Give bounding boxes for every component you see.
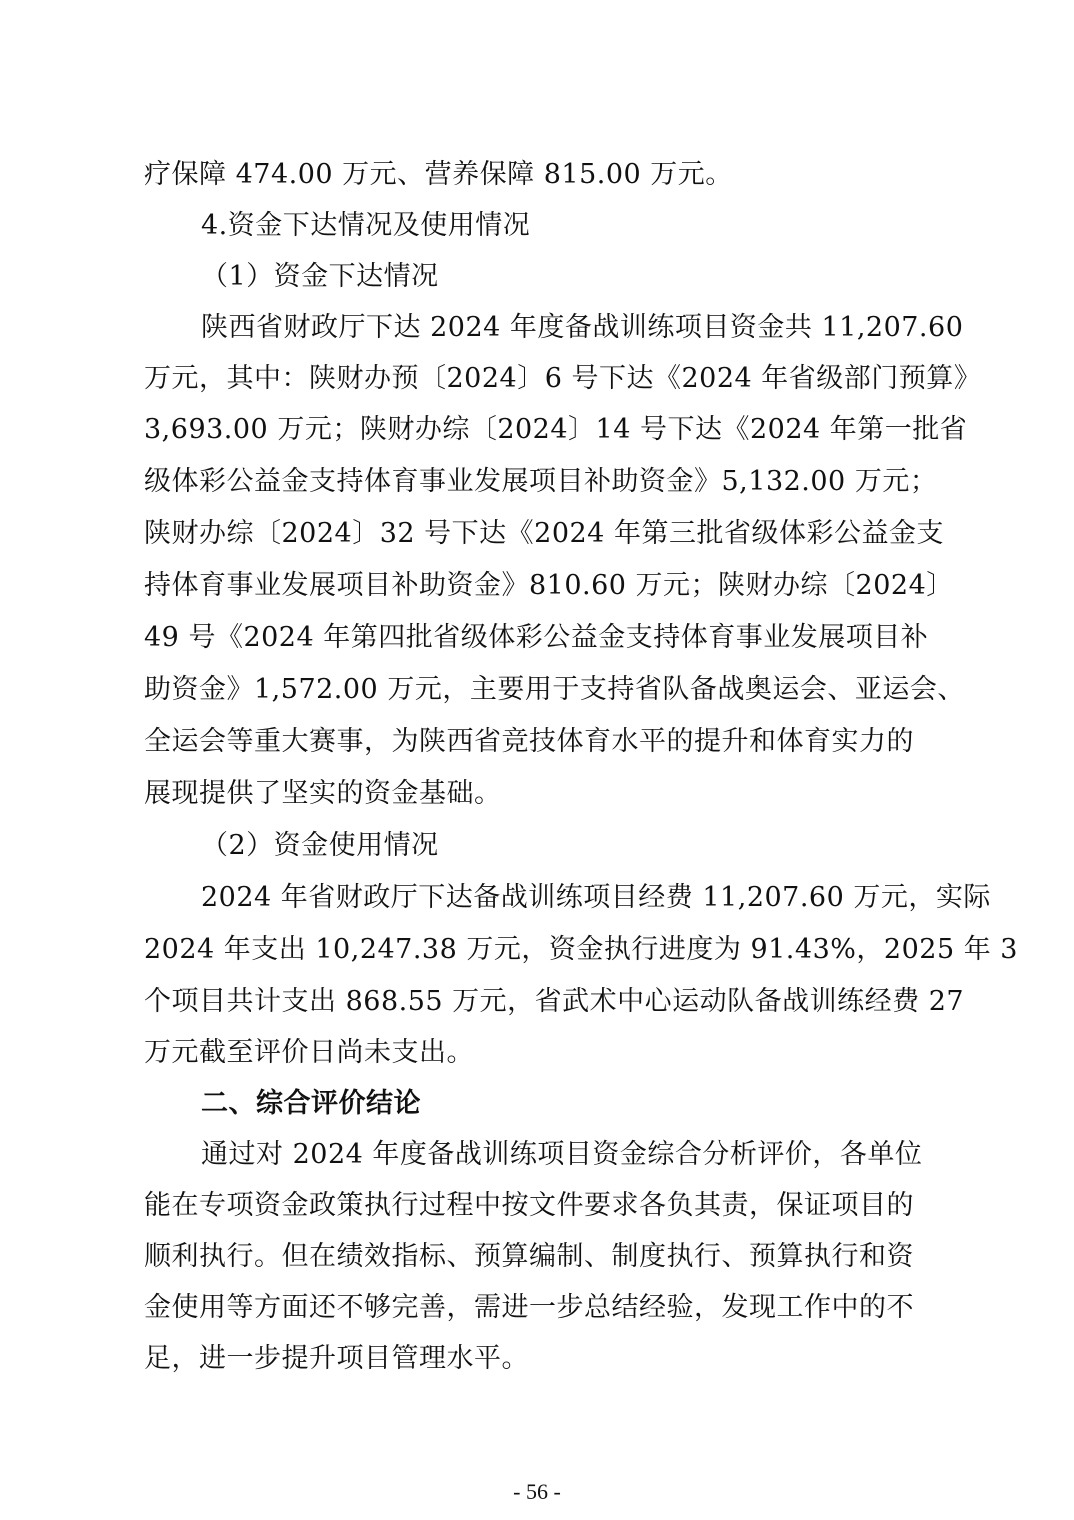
paragraph-line: 持体育事业发展项目补助资金》810.60 万元；陕财办综〔2024〕 bbox=[144, 570, 954, 601]
section-heading-funding: 4.资金下达情况及使用情况 bbox=[201, 210, 531, 241]
paragraph-line: 陕财办综〔2024〕32 号下达《2024 年第三批省级体彩公益金支 bbox=[144, 518, 944, 549]
paragraph-line: 能在专项资金政策执行过程中按文件要求各负其责，保证项目的 bbox=[144, 1190, 914, 1221]
paragraph-line: 顺利执行。但在绩效指标、预算编制、制度执行、预算执行和资 bbox=[144, 1241, 914, 1272]
paragraph-line: 级体彩公益金支持体育事业发展项目补助资金》5,132.00 万元； bbox=[144, 466, 938, 497]
paragraph-line: 万元，其中：陕财办预〔2024〕6 号下达《2024 年省级部门预算》 bbox=[144, 363, 982, 394]
subsection-heading-allocation: （1）资金下达情况 bbox=[201, 261, 439, 292]
paragraph-line: 万元截至评价日尚未支出。 bbox=[144, 1037, 474, 1068]
paragraph-line: 通过对 2024 年度备战训练项目资金综合分析评价，各单位 bbox=[201, 1139, 923, 1170]
paragraph-line: 展现提供了坚实的资金基础。 bbox=[144, 778, 502, 809]
paragraph-line: 助资金》1,572.00 万元，主要用于支持省队备战奥运会、亚运会、 bbox=[144, 674, 965, 705]
paragraph-line: 足，进一步提升项目管理水平。 bbox=[144, 1343, 529, 1374]
section-heading-conclusion: 二、综合评价结论 bbox=[201, 1088, 421, 1119]
paragraph-line: 49 号《2024 年第四批省级体彩公益金支持体育事业发展项目补 bbox=[144, 622, 929, 653]
paragraph-line: 个项目共计支出 868.55 万元，省武术中心运动队备战训练经费 27 bbox=[144, 986, 965, 1017]
paragraph-line: 疗保障 474.00 万元、营养保障 815.00 万元。 bbox=[144, 159, 733, 190]
paragraph-line: 2024 年省财政厅下达备战训练项目经费 11,207.60 万元，实际 bbox=[201, 882, 991, 913]
paragraph-line: 金使用等方面还不够完善，需进一步总结经验，发现工作中的不 bbox=[144, 1292, 914, 1323]
paragraph-line: 陕西省财政厅下达 2024 年度备战训练项目资金共 11,207.60 bbox=[201, 312, 964, 343]
paragraph-line: 2024 年支出 10,247.38 万元，资金执行进度为 91.43%，2025 年 3 bbox=[144, 934, 1018, 965]
paragraph-line: 3,693.00 万元；陕财办综〔2024〕14 号下达《2024 年第一批省 bbox=[144, 414, 968, 445]
paragraph-line: 全运会等重大赛事，为陕西省竞技体育水平的提升和体育实力的 bbox=[144, 726, 914, 757]
page-number: - 56 - bbox=[513, 1479, 561, 1504]
subsection-heading-usage: （2）资金使用情况 bbox=[201, 830, 439, 861]
